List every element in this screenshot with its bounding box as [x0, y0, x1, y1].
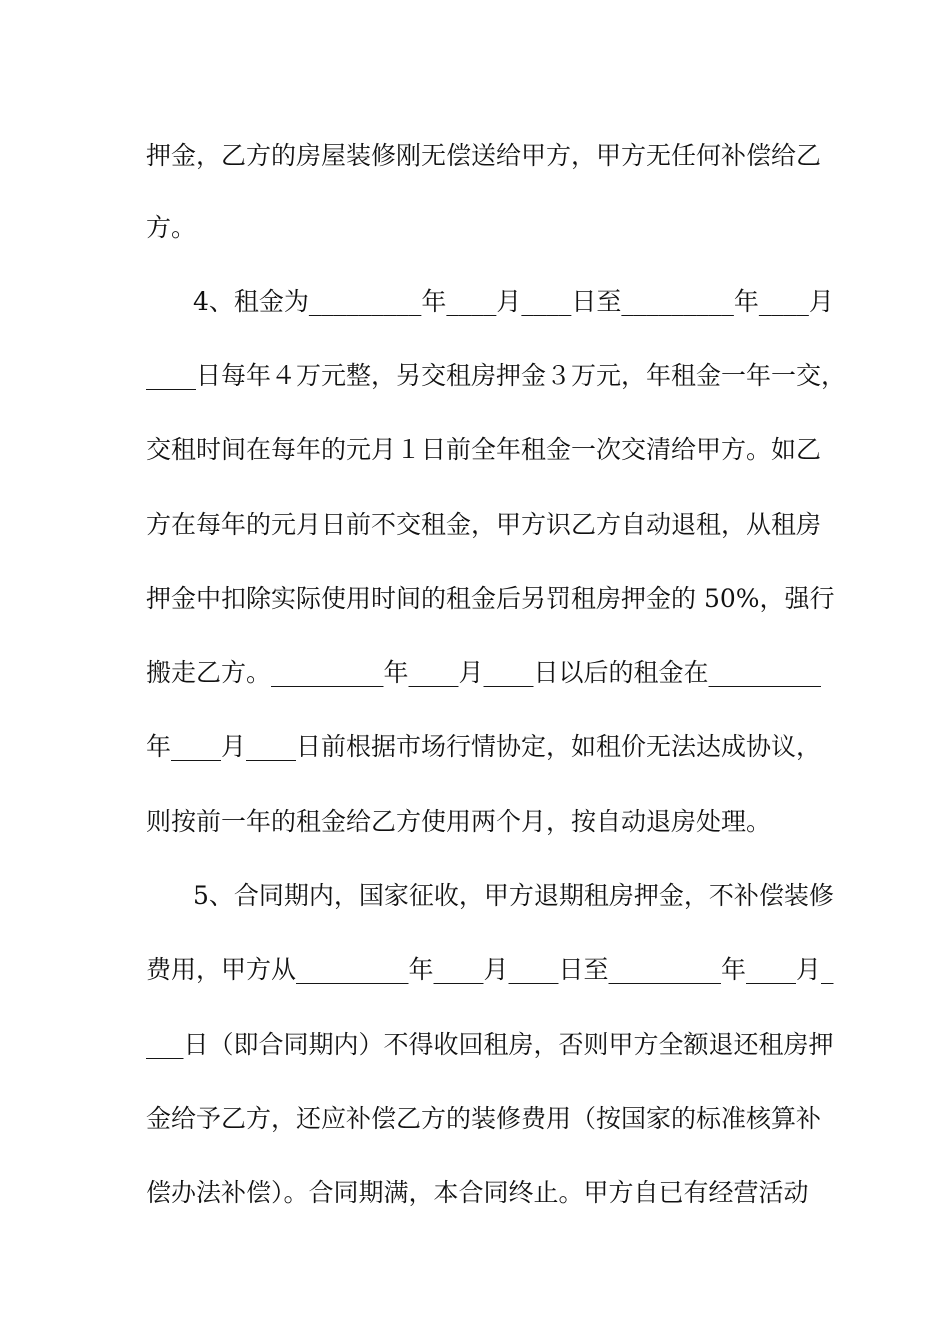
text-line: 押金中扣除实际使用时间的租金后另罚租房押金的 50%，强行	[146, 584, 835, 613]
text-line: 年____月____日前根据市场行情协定，如租价无法达成协议，	[146, 732, 822, 761]
text-line: ___日（即合同期内）不得收回租房，否则甲方全额退还租房押	[146, 1030, 834, 1059]
text-line: ____日每年４万元整，另交租房押金３万元，年租金一年一交，	[146, 361, 847, 390]
text-line: 金给予乙方，还应补偿乙方的装修费用（按国家的标准核算补	[146, 1104, 822, 1133]
text-line: 则按前一年的租金给乙方使用两个月，按自动退房处理。	[146, 807, 772, 836]
text-line: 方。	[146, 213, 197, 242]
text-line: 偿办法补偿）。合同期满，本合同终止。甲方自已有经营活动	[146, 1178, 809, 1207]
text-line: 交租时间在每年的元月１日前全年租金一次交清给甲方。如乙	[146, 435, 822, 464]
paragraph-4-first-line: 4、租金为_________年____月____日至_________年____月	[193, 287, 834, 316]
text-line: 搬走乙方。_________年____月____日以后的租金在_________	[146, 658, 822, 687]
text-line: 方在每年的元月日前不交租金，甲方识乙方自动退租，从租房	[146, 510, 822, 539]
paragraph-5-first-line: 5、合同期内，国家征收，甲方退期租房押金，不补偿装修	[193, 881, 834, 910]
text-line: 押金，乙方的房屋装修刚无偿送给甲方，甲方无任何补偿给乙	[146, 141, 822, 170]
text-line: 费用，甲方从_________年____月____日至_________年____月_	[146, 955, 834, 984]
